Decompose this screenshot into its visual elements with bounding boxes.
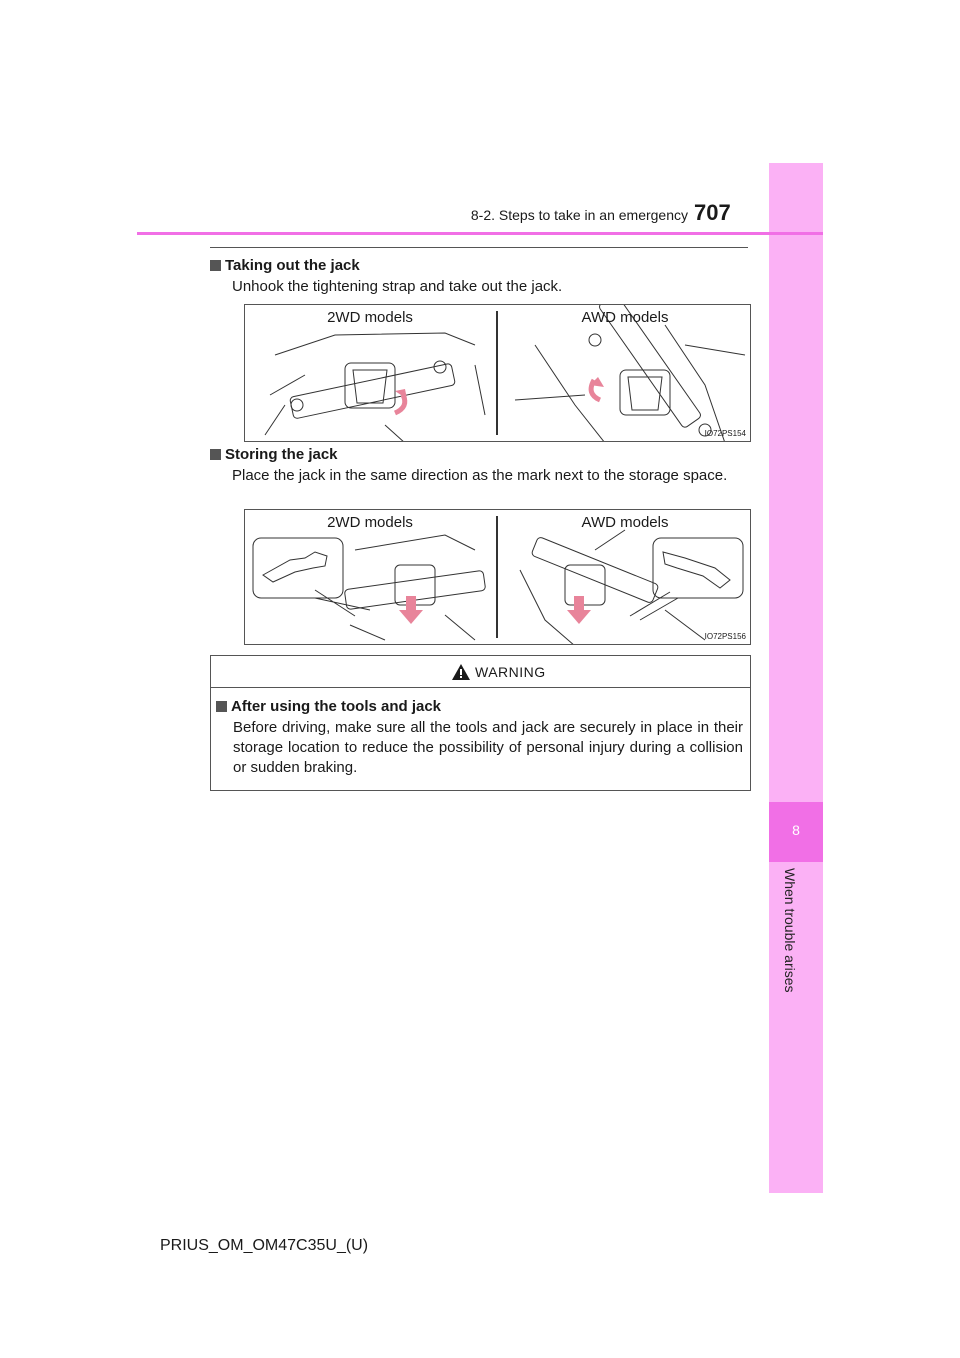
chapter-number: 8 [792,822,800,838]
footer-doc-code: PRIUS_OM_OM47C35U_(U) [160,1237,369,1254]
warning-box [210,655,751,791]
bullet-square-icon [210,449,221,460]
section-rule [210,247,748,248]
chapter-title: When trouble arises [782,868,798,993]
warning-header [211,656,750,688]
heading-text: Taking out the jack [225,257,360,274]
section-title: 8-2. Steps to take in an emergency [470,207,688,223]
warning-heading [216,698,441,715]
header-rule [137,232,823,235]
page-number: 707 [694,200,731,225]
bullet-square-icon [210,260,221,271]
heading-storing-jack [210,446,338,463]
figure-divider [496,516,498,638]
bullet-square-icon [216,701,227,712]
body-storing-jack: Place the jack in the same direction as the mark next to the storage space. [232,467,728,484]
figure-code: IO72PS154 [704,429,746,438]
figure-code: IO72PS156 [704,632,746,641]
caption-awd: AWD models [581,309,669,326]
caption-awd: AWD models [581,514,669,531]
warning-label: WARNING [475,664,546,680]
warning-heading-text: After using the tools and jack [231,698,442,715]
figure-storing-jack [244,509,751,645]
body-taking-out-jack: Unhook the tightening strap and take out the jack. [232,278,563,295]
heading-text: Storing the jack [225,446,338,463]
figure-taking-out-jack [244,304,751,442]
figure-divider [496,311,498,435]
caption-2wd: 2WD models [327,309,413,326]
chapter-sidebar [769,163,823,1193]
caption-2wd: 2WD models [327,514,413,531]
heading-taking-out-jack [210,257,360,274]
warning-triangle-icon [451,663,471,681]
warning-body: Before driving, make sure all the tools and jack are securely in place in their storage location to reduce the possibility of personal injury during a collision or sudden braking. [233,719,743,776]
